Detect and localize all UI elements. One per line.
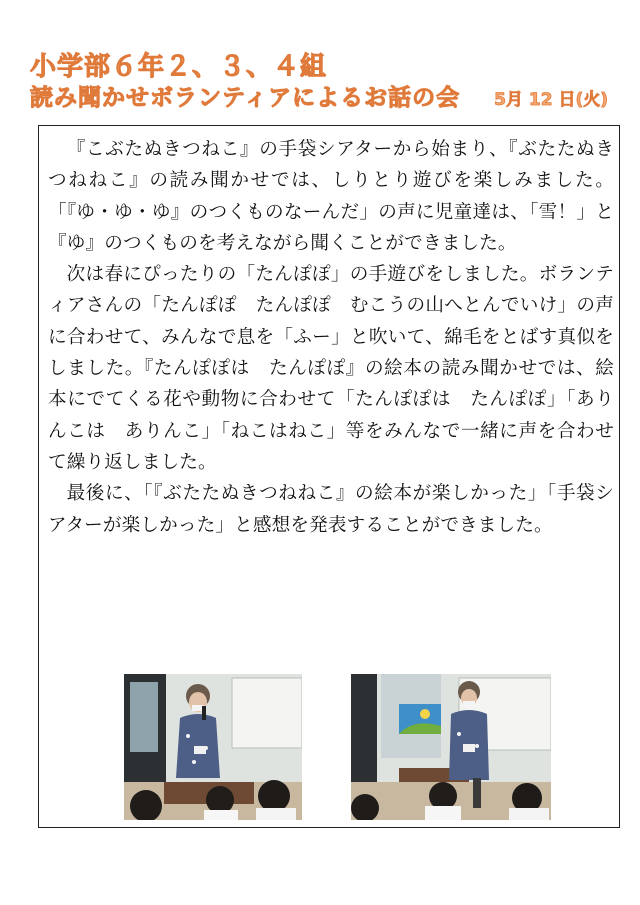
page-heading (30, 52, 620, 112)
article-paragraph-1: 『こぶたぬきつねこ』の手袋シアターから始まり、『ぶたたぬきつねねこ』の読み聞かせでは、しりとり遊びを楽しみました。「『ゆ・ゆ・ゆ』のつくものなーんだ」の声に児童達は、「雪！」と『ゆ』のつくものを考えながら聞くことができました。 (48, 139, 614, 254)
article-box (38, 125, 620, 828)
photo-volunteer-speaking (124, 674, 302, 820)
article-paragraph-3: 最後に、「『ぶたたぬきつねねこ』の絵本が楽しかった」「手袋シアターが楽しかった」と感想を発表することができました。 (48, 483, 614, 536)
heading-subtitle-row (30, 84, 620, 112)
heading-class-title: 小学部６年２、３、４組 (30, 52, 328, 82)
heading-date: 5月 12 日(火) (494, 90, 609, 110)
photo-volunteer-picture-book (351, 674, 551, 820)
article-paragraph-2: 次は春にぴったりの「たんぽぽ」の手遊びをしました。ボランティアさんの「たんぽぽ たんぽぽ むこうの山へとんでいけ」の声に合わせて、みんなで息を「ふー」と吹いて、綿毛をとばす真似をしました。『たんぽぽは たんぽぽ』の絵本の読み聞かせでは、絵本にでてくる花や動物に合わせて「たんぽぽは たんぽぽ」「ありんこは ありんこ」「ねこはねこ」等をみんなで一緒に声を合わせて繰り返しました。 (48, 264, 614, 473)
article-body (48, 134, 614, 541)
heading-event-title: 読み聞かせボランティアによるお話の会 (30, 85, 461, 111)
